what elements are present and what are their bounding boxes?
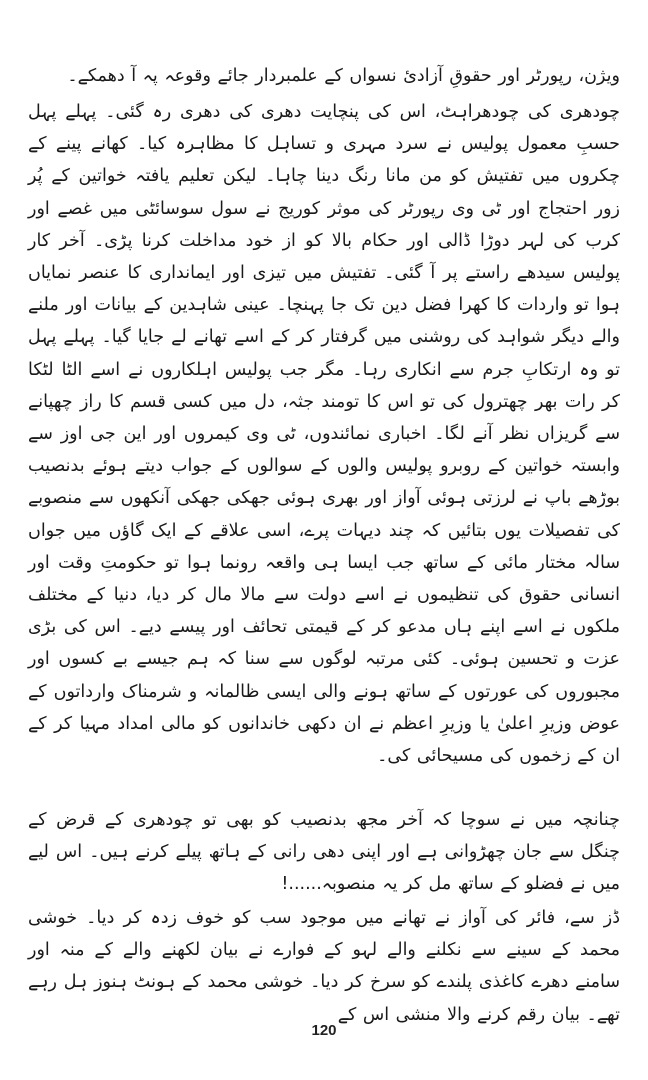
paragraph-text: چودھری کی چودھراہٹ، اس کی پنچایت دھری کی دھری رہ گئی۔ پہلے پہل حسبِ معمول پولیس نے سرد مہری و تساہل کا مظاہرہ کیا۔ کھانے پینے کے چکروں میں تفتیش کو من مانا رنگ دینا چاہا۔ لیکن تعلیم یافتہ خواتین کے پُر زور احتجاج اور ٹی وی رپورٹر کی موثر کوریج نے سول سوسائٹی میں غصے اور کرب کی لہر دوڑا ڈالی اور حکام بالا کو از خود مداخلت کرنا پڑی۔ آخر کار پولیس سیدھے راستے پر آ گئی۔ تفتیش میں تیزی اور ایمانداری کا عنصر نمایاں ہوا تو واردات کا کھرا فضل دین تک جا پہنچا۔ عینی شاہدین کے بیانات اور ملنے والے دیگر شواہد کی روشنی میں گرفتار کر کے اسے تھانے لے جایا گیا۔ پہلے پہل تو وہ ارتکابِ جرم سے انکاری رہا۔ مگر جب پولیس اہلکاروں نے اسے الٹا لٹکا کر رات بھر چھترول کی تو اس کا تومند جثہ، دل میں کسی قسم کا راز چھپانے سے گریزاں نظر آنے لگا۔ اخباری نمائندوں، ٹی وی کیمروں اور این جی اوز سے وابستہ خواتین کے روبرو پولیس والوں کے سوالوں کے جواب دیتے ہوئے بدنصیب بوڑھے باپ نے لرزتی ہوئی آواز اور بھری ہوئی جھکی جھکی آنکھوں سے منصوبے کی تفصیلات یوں بتائیں کہ چند دیہات پرے، اسی علاقے کے ایک گاؤں میں جواں سالہ مختار مائی کے ساتھ جب ایسا ہی واقعہ رونما ہوا تو حکومتِ وقت اور انسانی حقوق کی تنظیموں نے اسے دولت سے مالا مال کر دیا، دنیا کے مختلف ملکوں نے اسے اپنے ہاں مدعو کر کے قیمتی تحائف اور پیسے دیے۔ اس کی بڑی عزت و تحسین ہوئی۔ کئی مرتبہ لوگوں سے سنا کہ ہم جیسے بے کسوں اور مجبوروں کی عورتوں کے ساتھ ہونے والی ایسی ظالمانہ و شرمناک وارداتوں کے عوض وزیرِ اعلیٰ یا وزیرِ اعظم نے ان دکھی خاندانوں کو مالی امداد مہیا کر کے ان کے زخموں کی مسیحائی کی۔ bbox=[28, 102, 620, 767]
paragraph-3 bbox=[28, 804, 620, 901]
paragraph-text: چنانچہ میں نے سوچا کہ آخر مجھ بدنصیب کو بھی تو چودھری کے قرض کے چنگل سے جان چھڑوانی ہے اور اپنی دھی رانی کے ہاتھ پیلے کرنے ہیں۔ اس لیے میں نے فضلو کے ساتھ مل کر یہ منصوبہ......! bbox=[28, 810, 620, 895]
paragraph-1 bbox=[28, 60, 620, 92]
page-number: 120 bbox=[311, 1022, 337, 1039]
paragraph-text: ڈز سے، فائر کی آواز نے تھانے میں موجود سب کو خوف زدہ کر دیا۔ خوشی محمد کے سینے سے نکلنے والے لہو کے فوارے نے بیان لکھنے والے کے منہ اور سامنے دھرے کاغذی پلندے کو سرخ کر دیا۔ خوشی محمد کے ہونٹ ہنوز ہل رہے تھے۔ بیان رقم کرنے والا منشی اس کے bbox=[28, 908, 620, 1025]
paragraph-4 bbox=[28, 902, 620, 1031]
paragraph-text: ویژن، رپورٹر اور حقوقِ آزادیٔ نسواں کے علمبردار جائے وقوعہ پہ آ دھمکے۔ bbox=[67, 66, 620, 86]
paragraph-2 bbox=[28, 96, 620, 772]
